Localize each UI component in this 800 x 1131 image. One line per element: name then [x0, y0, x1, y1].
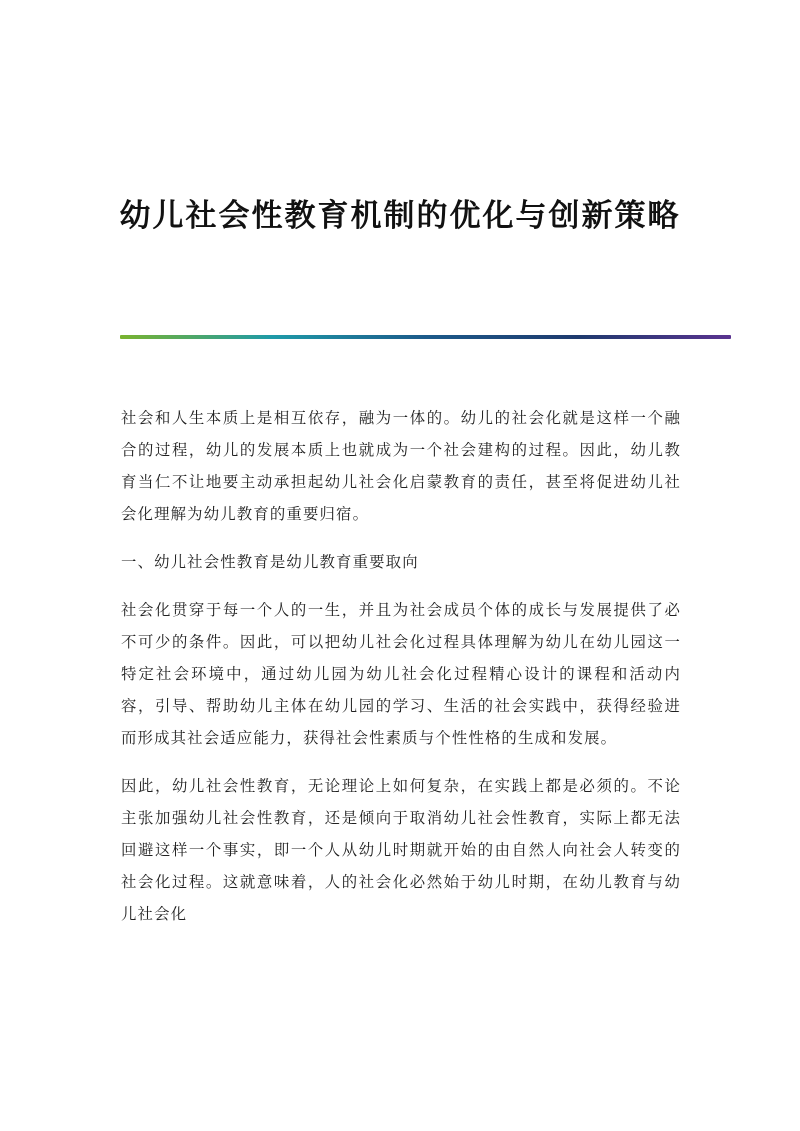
- section-paragraph: 社会化贯穿于每一个人的一生，并且为社会成员个体的成长与发展提供了必不可少的条件。因此，可以把幼儿社会化过程具体理解为幼儿在幼儿园这一特定社会环境中，通过幼儿园为幼儿社会化过程精心设计的课程和活动内容，引导、帮助幼儿主体在幼儿园的学习、生活的社会实践中，获得经验进而形成其社会适应能力，获得社会性素质与个性性格的生成和发展。: [121, 601, 681, 747]
- document-body: [121, 402, 681, 946]
- document-title: 幼儿社会性教育机制的优化与创新策略: [119, 198, 681, 234]
- section-heading: 一、幼儿社会性教育是幼儿教育重要取向: [121, 553, 419, 571]
- intro-paragraph: 社会和人生本质上是相互依存，融为一体的。幼儿的社会化就是这样一个融合的过程，幼儿的发展本质上也就成为一个社会建构的过程。因此，幼儿教育当仁不让地要主动承担起幼儿社会化启蒙教育的责任，甚至将促进幼儿社会化理解为幼儿教育的重要归宿。: [121, 409, 681, 523]
- section-paragraph: 因此，幼儿社会性教育，无论理论上如何复杂，在实践上都是必须的。不论主张加强幼儿社会性教育，还是倾向于取消幼儿社会性教育，实际上都无法回避这样一个事实，即一个人从幼儿时期就开始的由自然人向社会人转变的社会化过程。这就意味着，人的社会化必然始于幼儿时期，在幼儿教育与幼儿社会化: [121, 777, 681, 923]
- title-gradient-rule: [120, 335, 731, 339]
